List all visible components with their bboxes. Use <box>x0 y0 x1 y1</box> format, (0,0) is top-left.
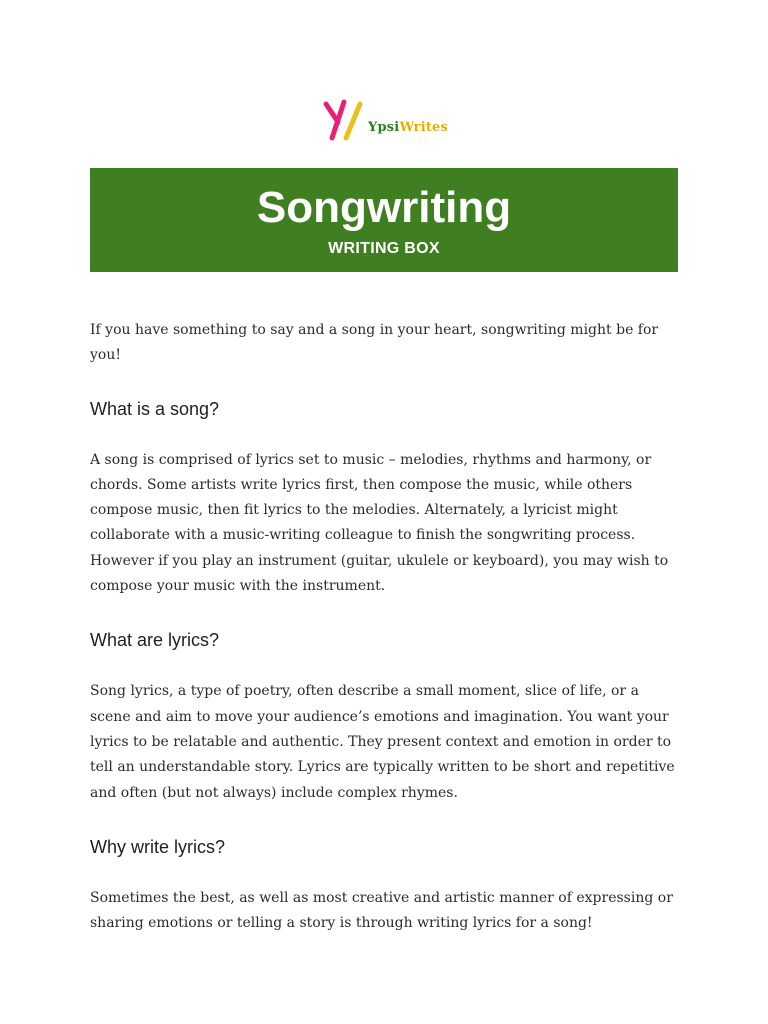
section-heading-what-are-lyrics: What are lyrics? <box>90 630 220 651</box>
section-body-why-write-lyrics: Sometimes the best, as well as most creative and artistic manner of expressing or sharing emotions or telling a story is through writing lyrics for a song! <box>90 889 673 932</box>
intro-paragraph: If you have something to say and a song in your heart, songwriting might be for you! <box>90 322 659 364</box>
page-subtitle: WRITING BOX <box>328 240 440 257</box>
logo-wordmark-writes: Writes <box>399 119 449 135</box>
section-heading-why-write-lyrics: Why write lyrics? <box>90 836 226 857</box>
logo-wordmark <box>368 120 448 135</box>
section-body-what-is-a-song: A song is comprised of lyrics set to music – melodies, rhythms and harmony, or chords. Some artists write lyrics first, then compose the music, while others compose music, then fit lyrics to the melodies. Alternately, a lyricist might collaborate with a music-writing colleague to finish the songwriting process. However if you play an instrument (guitar, ukulele or keyboard), you may wish to compose your music with the instrument. <box>90 451 669 595</box>
section-body-what-are-lyrics: Song lyrics, a type of poetry, often describe a small moment, slice of life, or a scene and aim to move your audience’s emotions and imagination. You want your lyrics to be relatable and authentic. They present context and emotion in order to tell an understandable story. Lyrics are typically written to be short and repetitive and often (but not always) include complex rhymes. <box>90 683 675 801</box>
logo-wordmark-ypsi: Ypsi <box>368 119 400 135</box>
title-banner <box>90 168 678 272</box>
y-mark-icon <box>322 98 364 142</box>
page-title: Songwriting <box>256 183 512 232</box>
section-heading-what-is-a-song: What is a song? <box>90 398 220 419</box>
article-body <box>90 318 678 936</box>
ypsiwrites-logo <box>322 97 454 143</box>
